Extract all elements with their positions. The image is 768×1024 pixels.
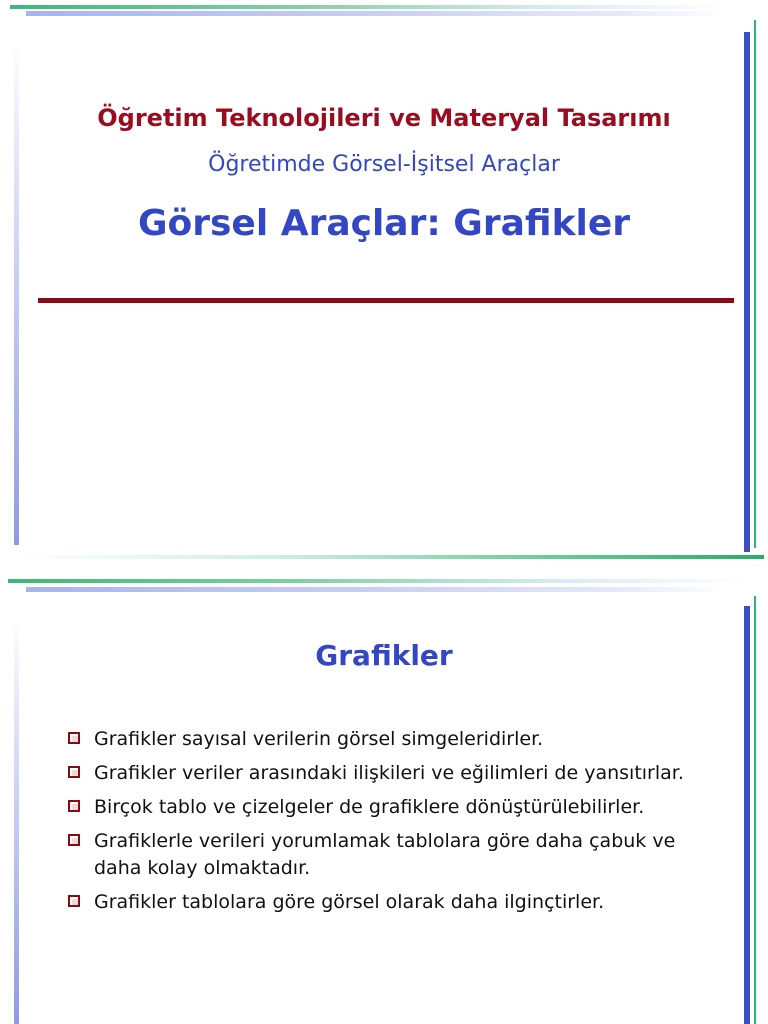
square-bullet-icon	[68, 800, 80, 812]
bullet-text: Birçok tablo ve çizelgeler de grafiklere dönüştürülebilirler.	[94, 796, 645, 818]
bullet-text: Grafikler veriler arasındaki ilişkileri ve eğilimleri de yansıtırlar.	[94, 762, 684, 784]
bottom-accent-bar-green	[16, 555, 764, 559]
section-title: Öğretimde Görsel-İşitsel Araçlar	[208, 152, 560, 177]
top-accent-bar-blue	[26, 587, 726, 592]
slide-title: Görsel Araçlar: Grafikler	[137, 203, 631, 244]
left-accent-bar	[14, 616, 19, 1024]
slide-title: Grafikler	[315, 639, 453, 672]
top-accent-bar-green	[8, 579, 748, 583]
list-item	[66, 794, 706, 821]
square-bullet-icon	[68, 766, 80, 778]
square-bullet-icon	[68, 732, 80, 744]
content-slide	[0, 576, 768, 1024]
title-divider	[38, 298, 734, 303]
list-item	[66, 889, 706, 916]
bullet-text: Grafiklerle verileri yorumlamak tablolara göre daha çabuk ve daha kolay olmaktadır.	[94, 830, 676, 879]
top-accent-bar-green	[10, 5, 730, 9]
list-item	[66, 726, 706, 753]
course-title: Öğretim Teknolojileri ve Materyal Tasarımı	[97, 104, 671, 132]
list-item	[66, 760, 706, 787]
bullet-text: Grafikler tablolara göre görsel olarak daha ilginçtirler.	[94, 891, 605, 913]
bullet-text: Grafikler sayısal verilerin görsel simgeleridirler.	[94, 728, 544, 750]
top-accent-bar-blue	[26, 11, 726, 16]
bullet-list	[66, 726, 706, 923]
square-bullet-icon	[68, 895, 80, 907]
list-item	[66, 828, 706, 882]
right-accent-thin-bar	[754, 20, 756, 548]
square-bullet-icon	[68, 834, 80, 846]
